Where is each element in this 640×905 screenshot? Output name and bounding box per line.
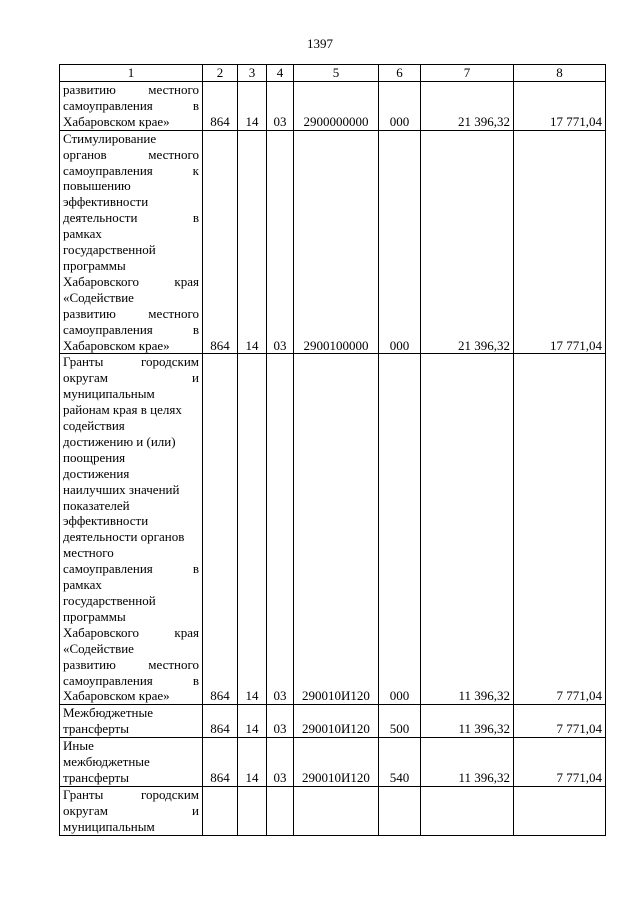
row-name-cell bbox=[60, 82, 203, 131]
table-row bbox=[60, 354, 606, 705]
amount-col7-cell: 11 396,32 bbox=[421, 738, 514, 787]
amount-col7-cell: 21 396,32 bbox=[421, 130, 514, 354]
section-cell bbox=[238, 786, 267, 835]
row-name-cell bbox=[60, 354, 203, 705]
grbs-code-cell: 864 bbox=[203, 738, 238, 787]
subsection-cell bbox=[267, 786, 294, 835]
row-name-cell bbox=[60, 786, 203, 835]
name-line: показателей bbox=[63, 497, 130, 513]
name-line: муниципальным bbox=[63, 386, 155, 402]
section-cell: 14 bbox=[238, 738, 267, 787]
amount-col7-cell bbox=[421, 786, 514, 835]
name-line: Гранты городским bbox=[63, 786, 199, 802]
name-line: самоуправления к bbox=[63, 162, 199, 178]
amount-col8-cell: 17 771,04 bbox=[514, 82, 606, 131]
name-line: программы bbox=[63, 257, 126, 273]
name-line: деятельности в bbox=[63, 210, 199, 226]
subsection-cell: 03 bbox=[267, 738, 294, 787]
target-article-cell bbox=[294, 786, 379, 835]
header-cell: 8 bbox=[514, 65, 606, 82]
table-row bbox=[60, 705, 606, 738]
name-line: муниципальным bbox=[63, 818, 155, 834]
subsection-cell: 03 bbox=[267, 705, 294, 738]
name-line: программы bbox=[63, 608, 126, 624]
expense-type-cell bbox=[379, 786, 421, 835]
name-line: развитию местного bbox=[63, 656, 199, 672]
header-cell: 1 bbox=[60, 65, 203, 82]
section-cell: 14 bbox=[238, 354, 267, 705]
row-name-cell bbox=[60, 705, 203, 738]
name-line: содействия bbox=[63, 418, 125, 434]
name-line: «Содействие bbox=[63, 640, 134, 656]
amount-col7-cell: 11 396,32 bbox=[421, 705, 514, 738]
name-line: Межбюджетные bbox=[63, 705, 153, 721]
grbs-code-cell: 864 bbox=[203, 130, 238, 354]
section-cell: 14 bbox=[238, 130, 267, 354]
name-line: органов местного bbox=[63, 146, 199, 162]
amount-col7-cell: 11 396,32 bbox=[421, 354, 514, 705]
name-line: государственной bbox=[63, 242, 156, 258]
name-line: достижения bbox=[63, 465, 130, 481]
subsection-cell: 03 bbox=[267, 130, 294, 354]
name-line: деятельности органов bbox=[63, 529, 185, 545]
expense-type-cell: 540 bbox=[379, 738, 421, 787]
table-row bbox=[60, 82, 606, 131]
name-line: Хабаровского края bbox=[63, 624, 199, 640]
amount-col7-cell: 21 396,32 bbox=[421, 82, 514, 131]
name-line: поощрения bbox=[63, 449, 126, 465]
name-line: повышению bbox=[63, 178, 131, 194]
amount-col8-cell bbox=[514, 786, 606, 835]
expense-type-cell: 000 bbox=[379, 130, 421, 354]
name-line: наилучших значений bbox=[63, 481, 180, 497]
name-line: самоуправления в bbox=[63, 672, 199, 688]
name-line: Иные bbox=[63, 738, 94, 754]
table-row bbox=[60, 786, 606, 835]
header-cell: 4 bbox=[267, 65, 294, 82]
subsection-cell: 03 bbox=[267, 354, 294, 705]
row-name-cell bbox=[60, 738, 203, 787]
grbs-code-cell: 864 bbox=[203, 82, 238, 131]
name-line: трансферты bbox=[63, 769, 129, 785]
target-article-cell: 2900100000 bbox=[294, 130, 379, 354]
target-article-cell: 290010И120 bbox=[294, 738, 379, 787]
subsection-cell: 03 bbox=[267, 82, 294, 131]
amount-col8-cell: 7 771,04 bbox=[514, 354, 606, 705]
target-article-cell: 2900000000 bbox=[294, 82, 379, 131]
name-line: Хабаровском крае» bbox=[63, 688, 170, 704]
name-line: округам и bbox=[63, 802, 199, 818]
header-cell: 3 bbox=[238, 65, 267, 82]
header-cell: 6 bbox=[379, 65, 421, 82]
name-line: Гранты городским bbox=[63, 354, 199, 370]
name-line: Хабаровского края bbox=[63, 273, 199, 289]
name-line: эффективности bbox=[63, 513, 149, 529]
section-cell: 14 bbox=[238, 705, 267, 738]
row-name-cell bbox=[60, 130, 203, 354]
header-cell: 5 bbox=[294, 65, 379, 82]
expense-type-cell: 000 bbox=[379, 354, 421, 705]
name-line: Хабаровском крае» bbox=[63, 113, 170, 129]
grbs-code-cell: 864 bbox=[203, 705, 238, 738]
section-cell: 14 bbox=[238, 82, 267, 131]
name-line: самоуправления в bbox=[63, 321, 199, 337]
name-line: развитию местного bbox=[63, 305, 199, 321]
header-row bbox=[60, 65, 606, 82]
header-cell: 2 bbox=[203, 65, 238, 82]
name-line: Хабаровском крае» bbox=[63, 337, 170, 353]
grbs-code-cell: 864 bbox=[203, 354, 238, 705]
amount-col8-cell: 17 771,04 bbox=[514, 130, 606, 354]
name-line: «Содействие bbox=[63, 289, 134, 305]
grbs-code-cell bbox=[203, 786, 238, 835]
name-line: рамках bbox=[63, 226, 102, 242]
amount-col8-cell: 7 771,04 bbox=[514, 738, 606, 787]
name-line: межбюджетные bbox=[63, 754, 150, 770]
name-line: трансферты bbox=[63, 721, 129, 737]
name-line: округам и bbox=[63, 370, 199, 386]
name-line: местного bbox=[63, 545, 114, 561]
name-line: самоуправления в bbox=[63, 561, 199, 577]
budget-table bbox=[59, 64, 606, 836]
expense-type-cell: 500 bbox=[379, 705, 421, 738]
name-line: эффективности bbox=[63, 194, 149, 210]
header-cell: 7 bbox=[421, 65, 514, 82]
amount-col8-cell: 7 771,04 bbox=[514, 705, 606, 738]
target-article-cell: 290010И120 bbox=[294, 354, 379, 705]
name-line: развитию местного bbox=[63, 82, 199, 97]
name-line: государственной bbox=[63, 593, 156, 608]
name-line: самоуправления в bbox=[63, 97, 199, 113]
name-line: районам края в целях bbox=[63, 402, 182, 418]
page-number: 1397 bbox=[307, 36, 333, 51]
name-line: достижению и (или) bbox=[63, 433, 176, 449]
target-article-cell: 290010И120 bbox=[294, 705, 379, 738]
name-line: Стимулирование bbox=[63, 130, 157, 146]
expense-type-cell: 000 bbox=[379, 82, 421, 131]
table-row bbox=[60, 130, 606, 354]
table-row bbox=[60, 738, 606, 787]
name-line: рамках bbox=[63, 577, 102, 593]
